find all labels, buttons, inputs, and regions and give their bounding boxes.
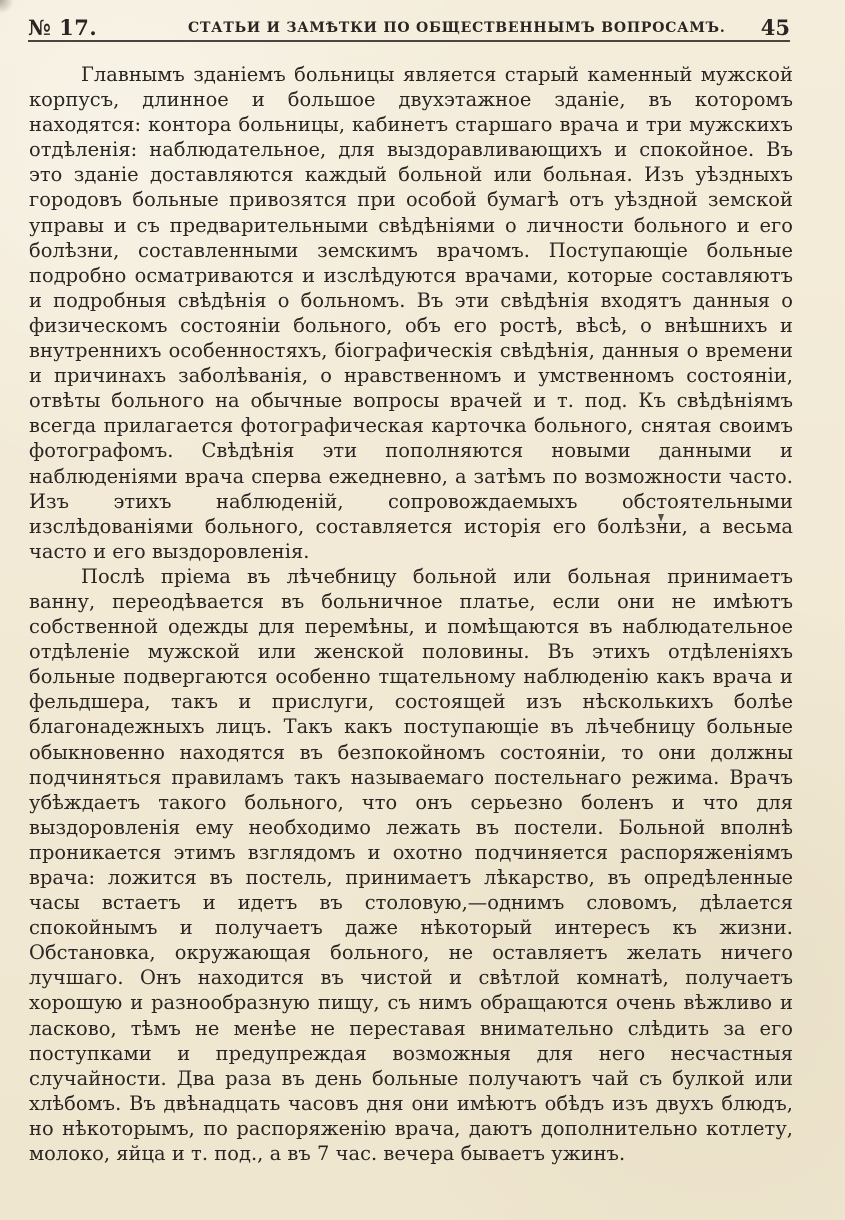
article-text [29, 62, 793, 1166]
page-header [28, 8, 790, 42]
page-corner-shadow [0, 0, 14, 14]
page-number: 45 [760, 15, 790, 40]
printing-mark [658, 514, 664, 522]
paragraph-1: Главнымъ зданіемъ больницы является старый каменный мужской корпусъ, длинное и большое двухэтажное зданіе, въ которомъ находятся: контора больницы, кабинетъ старшаго врача и три мужскихъ отдѣленія: наблюдательное, для выздоравливающихъ и спокойное. Въ это зданіе доставляются каждый больной или больная. Изъ уѣздныхъ городовъ больные привозятся при особой бумагѣ отъ уѣздной земской управы и съ предварительными свѣдѣніями о личности больного и его болѣзни, составленными земскимъ врачомъ. Поступающіе больные подробно осматриваются и изслѣдуются врачами, которые составляютъ и подробныя свѣдѣнія о больномъ. Въ эти свѣдѣнія входятъ данныя о физическомъ состояніи больного, объ его ростѣ, вѣсѣ, о внѣшнихъ и внутреннихъ особенностяхъ, біографическія свѣдѣнія, данныя о времени и причинахъ заболѣванія, о нравственномъ и умственномъ состояніи, отвѣты больного на обычные вопросы врачей и т. под. Къ свѣдѣніямъ всегда прилагается фотографическая карточка больного, снятая своимъ фотографомъ. Свѣдѣнія эти пополняются новыми данными и наблюденіями врача сперва ежедневно, а затѣмъ по возможности часто. Изъ этихъ наблюденій, сопровождаемыхъ обстоятельными изслѣдованіями больного, составляется исторія его болѣзни, а весьма часто и его выздоровленія. [29, 63, 793, 563]
running-title: СТАТЬИ И ЗАМѢТКИ ПО ОБЩЕСТВЕННЫМЪ ВОПРОСАМЪ. [188, 20, 726, 36]
issue-number: № 17. [28, 15, 98, 40]
paragraph-2: Послѣ пріема въ лѣчебницу больной или больная принимаетъ ванну, переодѣвается въ больничное платье, если они не имѣютъ собственной одежды для перемѣны, и помѣщаются въ наблюдательное отдѣленіе мужской или женской половины. Въ этихъ отдѣленіяхъ больные подвергаются особенно тщательному наблюденію какъ врача и фельдшера, такъ и прислуги, состоящей изъ нѣсколькихъ болѣе благонадежныхъ лицъ. Такъ какъ поступающіе въ лѣчебницу больные обыкновенно находятся въ безпокойномъ состояніи, то они должны подчиняться правиламъ такъ называемаго постельнаго режима. Врачъ убѣждаетъ такого больного, что онъ серьезно боленъ и что для выздоровленія ему необходимо лежать въ постели. Больной вполнѣ проникается этимъ взглядомъ и охотно подчиняется распоряженіямъ врача: ложится въ постель, принимаетъ лѣкарство, въ опредѣленные часы встаетъ и идетъ въ столовую,—однимъ словомъ, дѣлается спокойнымъ и получаетъ даже нѣкоторый интересъ къ жизни. Обстановка, окружающая больного, не оставляетъ желать ничего лучшаго. Онъ находится въ чистой и свѣтлой комнатѣ, получаетъ хорошую и разнообразную пищу, съ нимъ обращаются очень вѣжливо и ласково, тѣмъ не менѣе не переставая внимательно слѣдить за его поступками и предупреждая возможныя для него несчастныя случайности. Два раза въ день больные получаютъ чай съ булкой или хлѣбомъ. Въ двѣнадцать часовъ дня они имѣютъ обѣдъ изъ двухъ блюдъ, но нѣкоторымъ, по распоряженію врача, даютъ дополнительно котлету, молоко, яйца и т. под., а въ 7 час. вечера бываетъ ужинъ. [29, 564, 793, 1166]
